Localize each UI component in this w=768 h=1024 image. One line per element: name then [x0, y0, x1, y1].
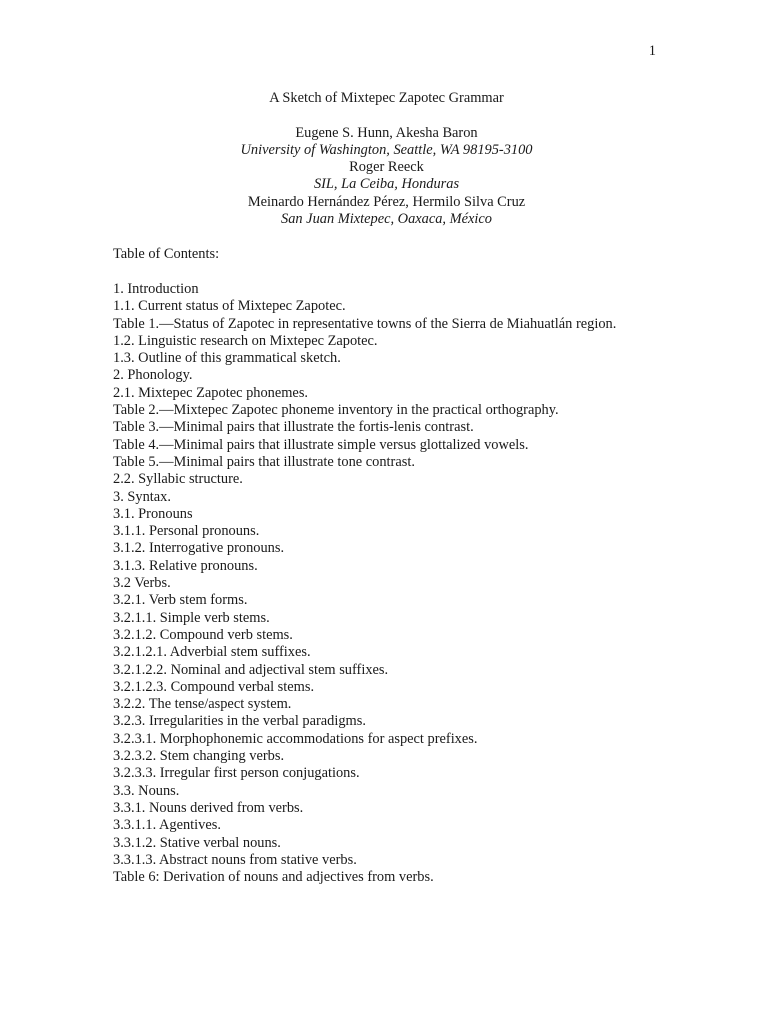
- toc-entry: 3.2.1.2.3. Compound verbal stems.: [113, 678, 315, 695]
- page-number: 1: [648, 43, 656, 59]
- author-line: Eugene S. Hunn, Akesha Baron: [295, 124, 478, 141]
- toc-entry: 3.1.1. Personal pronouns.: [113, 523, 260, 540]
- affiliation-line: SIL, La Ceiba, Honduras: [313, 176, 460, 193]
- author-line: Roger Reeck: [349, 159, 424, 176]
- toc-entry: 3.1. Pronouns: [113, 505, 193, 522]
- toc-entry: 2. Phonology.: [113, 367, 193, 384]
- toc-entry: 3.1.3. Relative pronouns.: [113, 557, 258, 574]
- toc-heading: Table of Contents:: [113, 246, 220, 262]
- toc-entry: 3.3.1.2. Stative verbal nouns.: [113, 834, 281, 851]
- toc-entry: 1. Introduction: [113, 281, 199, 297]
- toc-entry: 3. Syntax.: [113, 488, 171, 505]
- affiliation-line: San Juan Mixtepec, Oaxaca, México: [281, 211, 492, 228]
- toc-entry: 1.1. Current status of Mixtepec Zapotec.: [113, 298, 346, 315]
- toc-entry: Table 3.—Minimal pairs that illustrate the fortis-lenis contrast.: [113, 419, 474, 436]
- author-block: [0, 125, 768, 229]
- toc-entry: Table 2.—Mixtepec Zapotec phoneme inventory in the practical orthography.: [113, 402, 559, 419]
- toc-entry: 3.3.1.1. Agentives.: [113, 817, 221, 834]
- toc-entry: 2.2. Syllabic structure.: [113, 471, 243, 488]
- toc-entry: 3.2.3.2. Stem changing verbs.: [113, 748, 285, 765]
- toc-entry: 3.2.1.2.1. Adverbial stem suffixes.: [113, 644, 311, 661]
- toc-entry: Table 6: Derivation of nouns and adjectives from verbs.: [113, 869, 434, 886]
- document-title: A Sketch of Mixtepec Zapotec Grammar: [269, 90, 504, 106]
- toc-entry: 3.2.1. Verb stem forms.: [113, 592, 248, 609]
- toc-entry: 3.3.1. Nouns derived from verbs.: [113, 799, 304, 816]
- toc-entry: 3.3.1.3. Abstract nouns from stative verbs.: [113, 851, 357, 868]
- toc-entry: 3.2.3. Irregularities in the verbal paradigms.: [113, 713, 366, 730]
- toc-entry: 3.2 Verbs.: [113, 575, 171, 592]
- author-line: Meinardo Hernández Pérez, Hermilo Silva Cruz: [247, 193, 526, 210]
- toc-entry: 3.3. Nouns.: [113, 782, 180, 799]
- toc-entry: 3.1.2. Interrogative pronouns.: [113, 540, 285, 557]
- toc-entry: 3.2.3.1. Morphophonemic accommodations for aspect prefixes.: [113, 730, 478, 747]
- toc-entry: Table 4.—Minimal pairs that illustrate simple versus glottalized vowels.: [113, 436, 529, 453]
- table-of-contents: [113, 281, 616, 886]
- toc-entry: 1.3. Outline of this grammatical sketch.: [113, 350, 341, 367]
- affiliation-line: University of Washington, Seattle, WA 98195-3100: [240, 141, 533, 158]
- toc-entry: 3.2.3.3. Irregular first person conjugations.: [113, 765, 360, 782]
- toc-entry: Table 5.—Minimal pairs that illustrate tone contrast.: [113, 453, 415, 470]
- title-spacer: [0, 107, 768, 124]
- toc-entry: Table 1.—Status of Zapotec in representative towns of the Sierra de Miahuatlán region.: [113, 315, 617, 332]
- toc-entry: 3.2.1.2.2. Nominal and adjectival stem suffixes.: [113, 661, 389, 678]
- toc-entry: 3.2.2. The tense/aspect system.: [113, 696, 292, 713]
- toc-entry: 3.2.1.1. Simple verb stems.: [113, 609, 270, 626]
- title-block: [0, 90, 768, 228]
- toc-entry: 3.2.1.2. Compound verb stems.: [113, 626, 293, 643]
- toc-entry: 1.2. Linguistic research on Mixtepec Zapotec.: [113, 332, 378, 349]
- toc-entry: 2.1. Mixtepec Zapotec phonemes.: [113, 384, 309, 401]
